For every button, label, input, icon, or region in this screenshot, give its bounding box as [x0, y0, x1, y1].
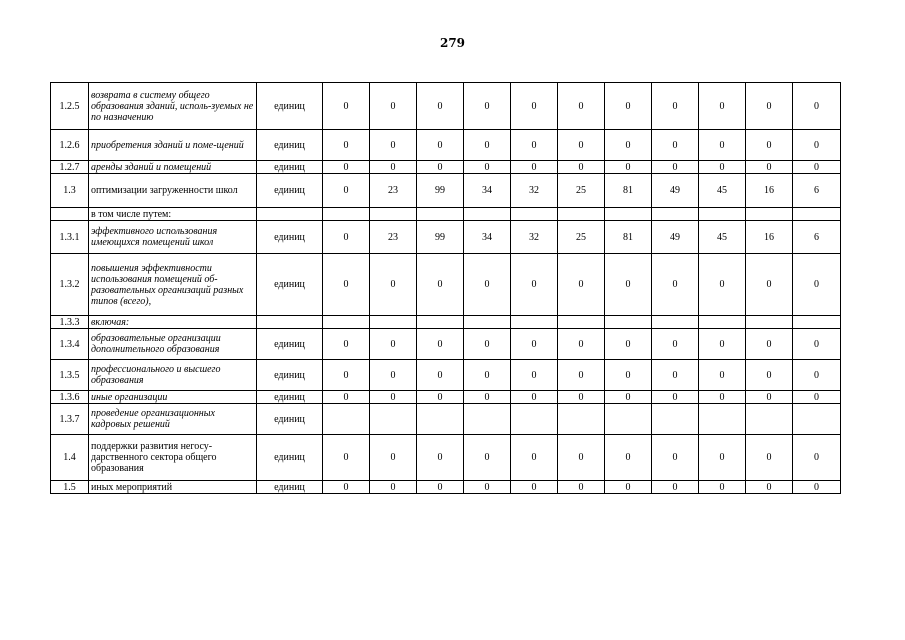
value-cell: 81: [605, 174, 652, 208]
value-cell: [793, 316, 841, 329]
value-cell: 0: [370, 360, 417, 391]
value-cell: 0: [652, 391, 699, 404]
value-cell: [605, 208, 652, 221]
value-cell: 0: [511, 161, 558, 174]
value-cell: 0: [699, 329, 746, 360]
value-cell: 0: [793, 360, 841, 391]
value-cell: 0: [793, 435, 841, 481]
value-cell: 0: [323, 435, 370, 481]
row-description: повышения эффективности использования помещений об-разовательных организаций разных типов (всего),: [89, 254, 257, 316]
value-cell: 0: [746, 130, 793, 161]
row-description: оптимизации загруженности школ: [89, 174, 257, 208]
value-cell: [605, 404, 652, 435]
value-cell: 99: [417, 174, 464, 208]
value-cell: 0: [605, 254, 652, 316]
table-row: [51, 404, 841, 435]
value-cell: 0: [746, 161, 793, 174]
value-cell: 0: [370, 161, 417, 174]
value-cell: [323, 404, 370, 435]
value-cell: [746, 316, 793, 329]
row-description: иные организации: [89, 391, 257, 404]
row-number: 1.3.5: [51, 360, 89, 391]
value-cell: [746, 208, 793, 221]
value-cell: 0: [511, 391, 558, 404]
value-cell: 0: [793, 391, 841, 404]
value-cell: 0: [323, 161, 370, 174]
value-cell: 0: [558, 254, 605, 316]
value-cell: 49: [652, 221, 699, 254]
value-cell: [793, 404, 841, 435]
value-cell: 0: [652, 161, 699, 174]
value-cell: 0: [605, 391, 652, 404]
row-unit: [257, 316, 323, 329]
value-cell: [511, 316, 558, 329]
value-cell: 0: [417, 83, 464, 130]
value-cell: 16: [746, 221, 793, 254]
value-cell: 0: [652, 435, 699, 481]
table-row: [51, 360, 841, 391]
data-table: [50, 82, 841, 494]
value-cell: 25: [558, 174, 605, 208]
value-cell: 0: [652, 360, 699, 391]
row-unit: единиц: [257, 435, 323, 481]
value-cell: [605, 316, 652, 329]
value-cell: 0: [605, 481, 652, 494]
value-cell: 0: [699, 254, 746, 316]
value-cell: 0: [323, 254, 370, 316]
value-cell: 6: [793, 174, 841, 208]
value-cell: 45: [699, 174, 746, 208]
table-row: [51, 130, 841, 161]
value-cell: 0: [699, 130, 746, 161]
value-cell: 0: [370, 83, 417, 130]
table-body: [51, 83, 841, 494]
value-cell: 0: [746, 391, 793, 404]
row-description: профессионального и высшего образования: [89, 360, 257, 391]
value-cell: 0: [323, 221, 370, 254]
value-cell: 0: [558, 481, 605, 494]
row-description: иных мероприятий: [89, 481, 257, 494]
value-cell: 23: [370, 174, 417, 208]
value-cell: 0: [558, 391, 605, 404]
row-unit: единиц: [257, 221, 323, 254]
row-number: [51, 208, 89, 221]
value-cell: 0: [746, 360, 793, 391]
value-cell: 0: [652, 254, 699, 316]
value-cell: 0: [793, 130, 841, 161]
value-cell: 0: [793, 481, 841, 494]
row-unit: единиц: [257, 481, 323, 494]
row-description: включая:: [89, 316, 257, 329]
value-cell: 0: [323, 391, 370, 404]
value-cell: 0: [558, 161, 605, 174]
value-cell: [746, 404, 793, 435]
row-unit: единиц: [257, 161, 323, 174]
value-cell: 0: [323, 481, 370, 494]
value-cell: [699, 316, 746, 329]
value-cell: 0: [511, 360, 558, 391]
table-row: [51, 391, 841, 404]
value-cell: [699, 404, 746, 435]
value-cell: [370, 404, 417, 435]
value-cell: 0: [323, 360, 370, 391]
value-cell: 0: [417, 481, 464, 494]
value-cell: [558, 404, 605, 435]
value-cell: 0: [323, 130, 370, 161]
value-cell: 0: [464, 360, 511, 391]
row-description: проведение организационных кадровых решений: [89, 404, 257, 435]
value-cell: 0: [464, 435, 511, 481]
value-cell: 0: [793, 161, 841, 174]
value-cell: 32: [511, 174, 558, 208]
row-number: 1.2.5: [51, 83, 89, 130]
row-description: эффективного использования имеющихся помещений школ: [89, 221, 257, 254]
row-unit: единиц: [257, 130, 323, 161]
table-row: [51, 435, 841, 481]
row-number: 1.3.7: [51, 404, 89, 435]
row-number: 1.5: [51, 481, 89, 494]
row-description: возврата в систему общего образования зданий, исполь-зуемых не по назначению: [89, 83, 257, 130]
value-cell: 0: [370, 254, 417, 316]
value-cell: 81: [605, 221, 652, 254]
row-unit: единиц: [257, 329, 323, 360]
value-cell: 0: [605, 130, 652, 161]
value-cell: 0: [417, 130, 464, 161]
value-cell: 0: [652, 481, 699, 494]
table-row: [51, 161, 841, 174]
row-description: в том числе путем:: [89, 208, 257, 221]
value-cell: 0: [746, 83, 793, 130]
value-cell: [370, 208, 417, 221]
row-number: 1.2.7: [51, 161, 89, 174]
value-cell: [464, 208, 511, 221]
value-cell: [558, 316, 605, 329]
row-unit: единиц: [257, 174, 323, 208]
value-cell: 0: [417, 435, 464, 481]
value-cell: 0: [605, 435, 652, 481]
value-cell: 0: [699, 481, 746, 494]
value-cell: 0: [370, 329, 417, 360]
value-cell: 0: [558, 329, 605, 360]
value-cell: 0: [464, 83, 511, 130]
value-cell: [417, 316, 464, 329]
value-cell: 0: [464, 254, 511, 316]
row-description: образовательные организации дополнительного образования: [89, 329, 257, 360]
value-cell: [464, 316, 511, 329]
row-description: поддержки развития негосу-дарственного сектора общего образования: [89, 435, 257, 481]
value-cell: 0: [699, 391, 746, 404]
value-cell: 34: [464, 174, 511, 208]
value-cell: 0: [746, 254, 793, 316]
value-cell: 0: [417, 254, 464, 316]
value-cell: 0: [370, 481, 417, 494]
value-cell: [323, 208, 370, 221]
value-cell: 0: [605, 360, 652, 391]
row-unit: единиц: [257, 404, 323, 435]
row-number: 1.3.4: [51, 329, 89, 360]
value-cell: 0: [558, 130, 605, 161]
row-number: 1.3.6: [51, 391, 89, 404]
value-cell: 32: [511, 221, 558, 254]
value-cell: 0: [464, 391, 511, 404]
value-cell: 23: [370, 221, 417, 254]
table-row: [51, 221, 841, 254]
value-cell: [417, 404, 464, 435]
value-cell: 0: [652, 83, 699, 130]
value-cell: 99: [417, 221, 464, 254]
value-cell: 0: [417, 329, 464, 360]
value-cell: 6: [793, 221, 841, 254]
value-cell: 0: [699, 83, 746, 130]
value-cell: 0: [746, 481, 793, 494]
value-cell: 0: [323, 83, 370, 130]
row-description: аренды зданий и помещений: [89, 161, 257, 174]
row-unit: единиц: [257, 254, 323, 316]
value-cell: 0: [511, 481, 558, 494]
value-cell: 0: [793, 254, 841, 316]
value-cell: 0: [605, 161, 652, 174]
value-cell: 0: [558, 83, 605, 130]
row-number: 1.3: [51, 174, 89, 208]
value-cell: 0: [511, 130, 558, 161]
value-cell: 0: [464, 481, 511, 494]
value-cell: 0: [417, 391, 464, 404]
value-cell: 0: [511, 329, 558, 360]
value-cell: 0: [699, 435, 746, 481]
value-cell: 0: [464, 161, 511, 174]
value-cell: [652, 316, 699, 329]
table-row: [51, 254, 841, 316]
row-description: приобретения зданий и поме-щений: [89, 130, 257, 161]
value-cell: 0: [464, 329, 511, 360]
table-row: [51, 83, 841, 130]
row-number: 1.3.1: [51, 221, 89, 254]
value-cell: [652, 208, 699, 221]
value-cell: 0: [370, 391, 417, 404]
value-cell: 0: [370, 435, 417, 481]
table-row: [51, 316, 841, 329]
page-number: 279: [439, 36, 466, 50]
value-cell: 49: [652, 174, 699, 208]
value-cell: 0: [793, 83, 841, 130]
row-number: 1.4: [51, 435, 89, 481]
row-number: 1.2.6: [51, 130, 89, 161]
value-cell: [511, 404, 558, 435]
value-cell: 0: [652, 329, 699, 360]
value-cell: [464, 404, 511, 435]
value-cell: 34: [464, 221, 511, 254]
table-row: [51, 329, 841, 360]
value-cell: 16: [746, 174, 793, 208]
value-cell: 0: [511, 435, 558, 481]
value-cell: 0: [746, 329, 793, 360]
value-cell: 0: [605, 83, 652, 130]
table-row: [51, 174, 841, 208]
value-cell: 0: [558, 435, 605, 481]
row-number: 1.3.2: [51, 254, 89, 316]
value-cell: 0: [323, 329, 370, 360]
value-cell: 0: [699, 161, 746, 174]
value-cell: 25: [558, 221, 605, 254]
value-cell: 0: [652, 130, 699, 161]
table-row: [51, 481, 841, 494]
value-cell: 45: [699, 221, 746, 254]
table-row: [51, 208, 841, 221]
value-cell: [652, 404, 699, 435]
value-cell: 0: [605, 329, 652, 360]
row-unit: [257, 208, 323, 221]
row-unit: единиц: [257, 360, 323, 391]
value-cell: 0: [511, 254, 558, 316]
value-cell: [699, 208, 746, 221]
value-cell: 0: [793, 329, 841, 360]
row-unit: единиц: [257, 391, 323, 404]
value-cell: 0: [464, 130, 511, 161]
value-cell: 0: [511, 83, 558, 130]
value-cell: 0: [370, 130, 417, 161]
value-cell: 0: [558, 360, 605, 391]
value-cell: 0: [417, 360, 464, 391]
value-cell: [793, 208, 841, 221]
value-cell: [417, 208, 464, 221]
value-cell: [558, 208, 605, 221]
value-cell: 0: [323, 174, 370, 208]
value-cell: 0: [699, 360, 746, 391]
value-cell: [511, 208, 558, 221]
value-cell: 0: [417, 161, 464, 174]
value-cell: [323, 316, 370, 329]
row-number: 1.3.3: [51, 316, 89, 329]
row-unit: единиц: [257, 83, 323, 130]
value-cell: 0: [746, 435, 793, 481]
value-cell: [370, 316, 417, 329]
